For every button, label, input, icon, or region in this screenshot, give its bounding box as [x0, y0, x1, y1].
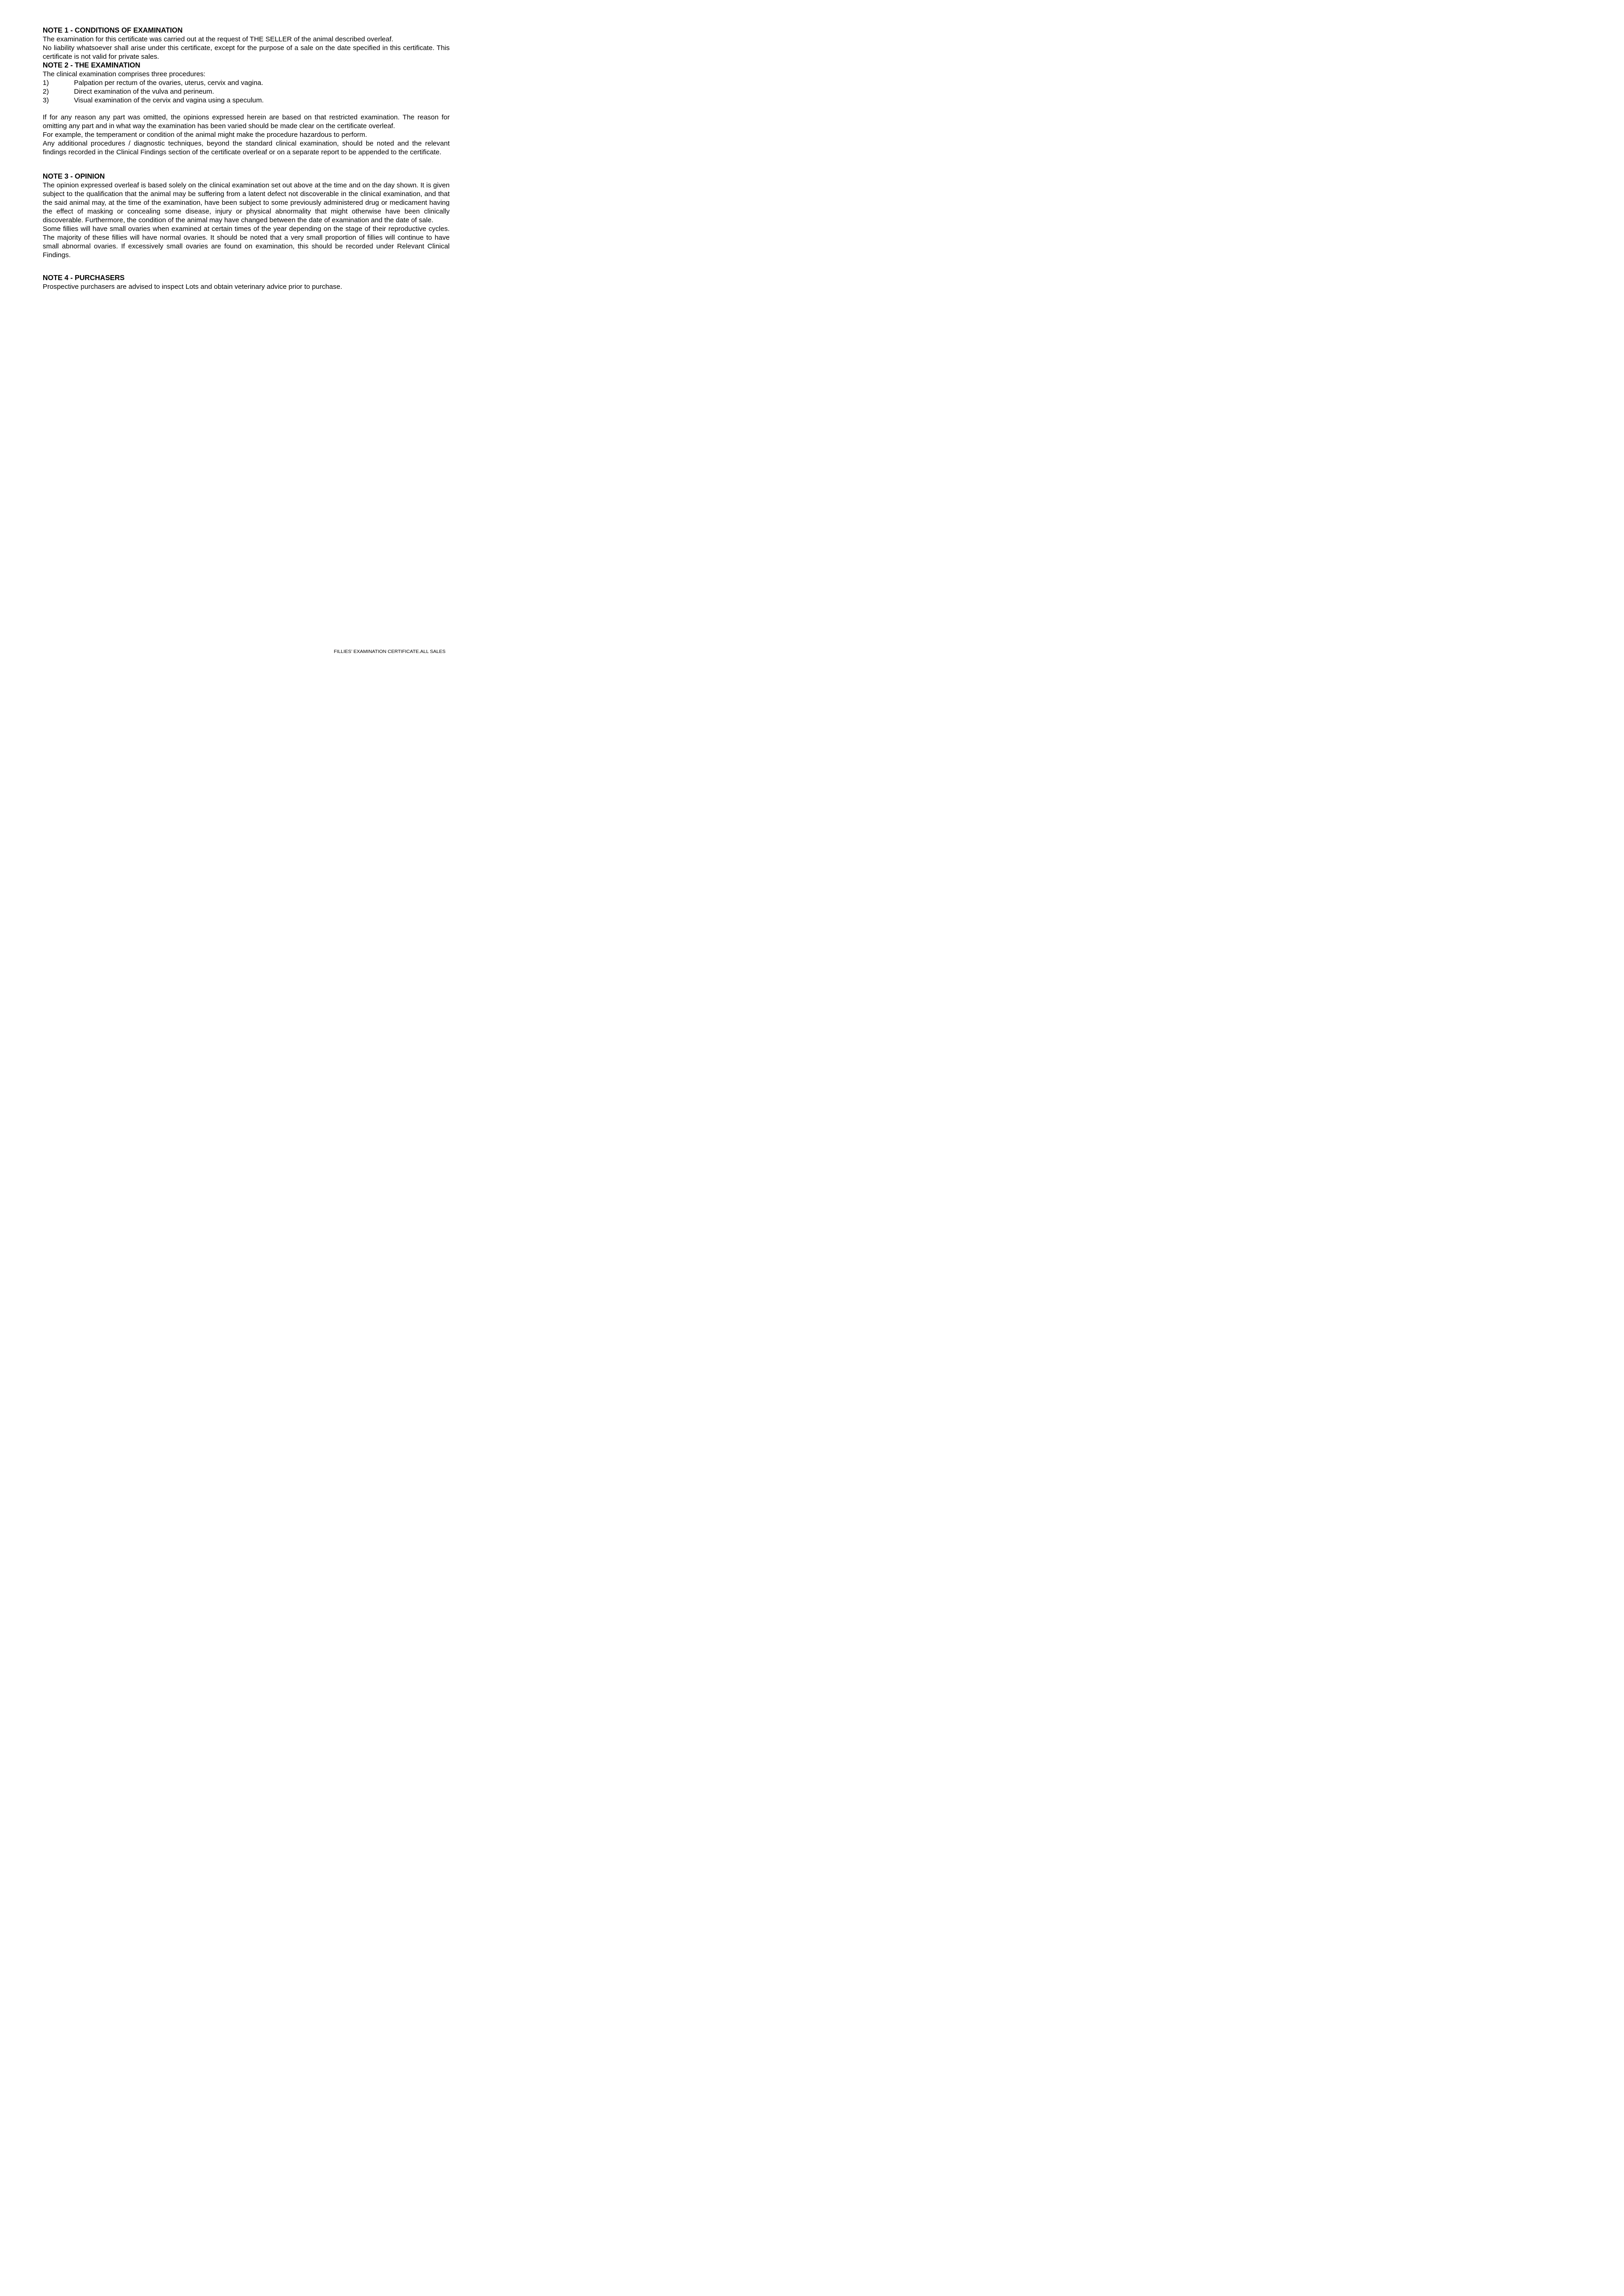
procedure-text: Palpation per rectum of the ovaries, uterus, cervix and vagina.: [74, 79, 263, 87]
note-3-section: [43, 172, 450, 259]
note-2-paragraph-2: For example, the temperament or condition of the animal might make the procedure hazardous to perform.: [43, 131, 367, 139]
procedure-number: 1): [43, 79, 49, 87]
note-2-paragraph-block: [43, 113, 450, 157]
procedure-list: [43, 79, 450, 105]
note-4-section: [43, 274, 450, 291]
procedure-number: 3): [43, 96, 49, 104]
certificate-notes-page: [0, 0, 487, 689]
procedure-text: Direct examination of the vulva and perineum.: [74, 88, 214, 96]
note-3-paragraph-block: [43, 181, 450, 259]
procedure-item-3: [43, 96, 450, 105]
note-2-intro: The clinical examination comprises three procedures:: [43, 70, 206, 78]
note-1-paragraph-2: No liability whatsoever shall arise under this certificate, except for the purpose of a sale on the date specified in this certificate. This certificate is not valid for private sales.: [43, 44, 450, 61]
note-1-heading: NOTE 1 - CONDITIONS OF EXAMINATION: [43, 27, 183, 34]
note-2-paragraph-1: If for any reason any part was omitted, the opinions expressed herein are based on that restricted examination. The reason for omitting any part and in what way the examination has been varied should be made clear on the certificate overleaf.: [43, 113, 450, 130]
procedure-number: 2): [43, 88, 49, 96]
procedure-text: Visual examination of the cervix and vagina using a speculum.: [74, 96, 264, 104]
note-2-heading: NOTE 2 - THE EXAMINATION: [43, 62, 141, 69]
note-4-paragraph-1: Prospective purchasers are advised to inspect Lots and obtain veterinary advice prior to purchase.: [43, 283, 343, 291]
note-2-paragraph-3: Any additional procedures / diagnostic techniques, beyond the standard clinical examination, should be noted and the relevant findings recorded in the Clinical Findings section of the certificate overleaf or on a separate report to be appended to the certificate.: [43, 140, 450, 156]
note-3-heading: NOTE 3 - OPINION: [43, 173, 105, 180]
note-1-section: [43, 26, 450, 61]
footer-text: FILLIES’ EXAMINATION CERTIFICATE.ALL SALES: [333, 649, 445, 654]
note-3-paragraph-1: The opinion expressed overleaf is based solely on the clinical examination set out above at the time and on the day shown. It is given subject to the qualification that the animal may be suffering from a latent defect not discoverable in the clinical examination, and that the said animal may, at the time of the examination, have been subject to some previously administered drug or medicament having the effect of masking or concealing some disease, injury or physical abnormality that might otherwise have been clinically discoverable. Furthermore, the condition of the animal may have changed between the date of examination and the date of sale.: [43, 181, 450, 224]
note-4-heading: NOTE 4 - PURCHASERS: [43, 274, 125, 282]
note-2-section: [43, 61, 450, 157]
procedure-item-2: [43, 87, 450, 96]
page-content: [43, 26, 450, 291]
note-3-paragraph-2: Some fillies will have small ovaries when examined at certain times of the year depending on the stage of their reproductive cycles. The majority of these fillies will have normal ovaries. It should be noted that a very small proportion of fillies will continue to have small abnormal ovaries. If excessively small ovaries are found on examination, this should be recorded under Relevant Clinical Findings.: [43, 225, 450, 259]
note-1-paragraph-1: The examination for this certificate was carried out at the request of THE SELLER of the animal described overleaf.: [43, 35, 394, 43]
procedure-item-1: [43, 79, 450, 87]
